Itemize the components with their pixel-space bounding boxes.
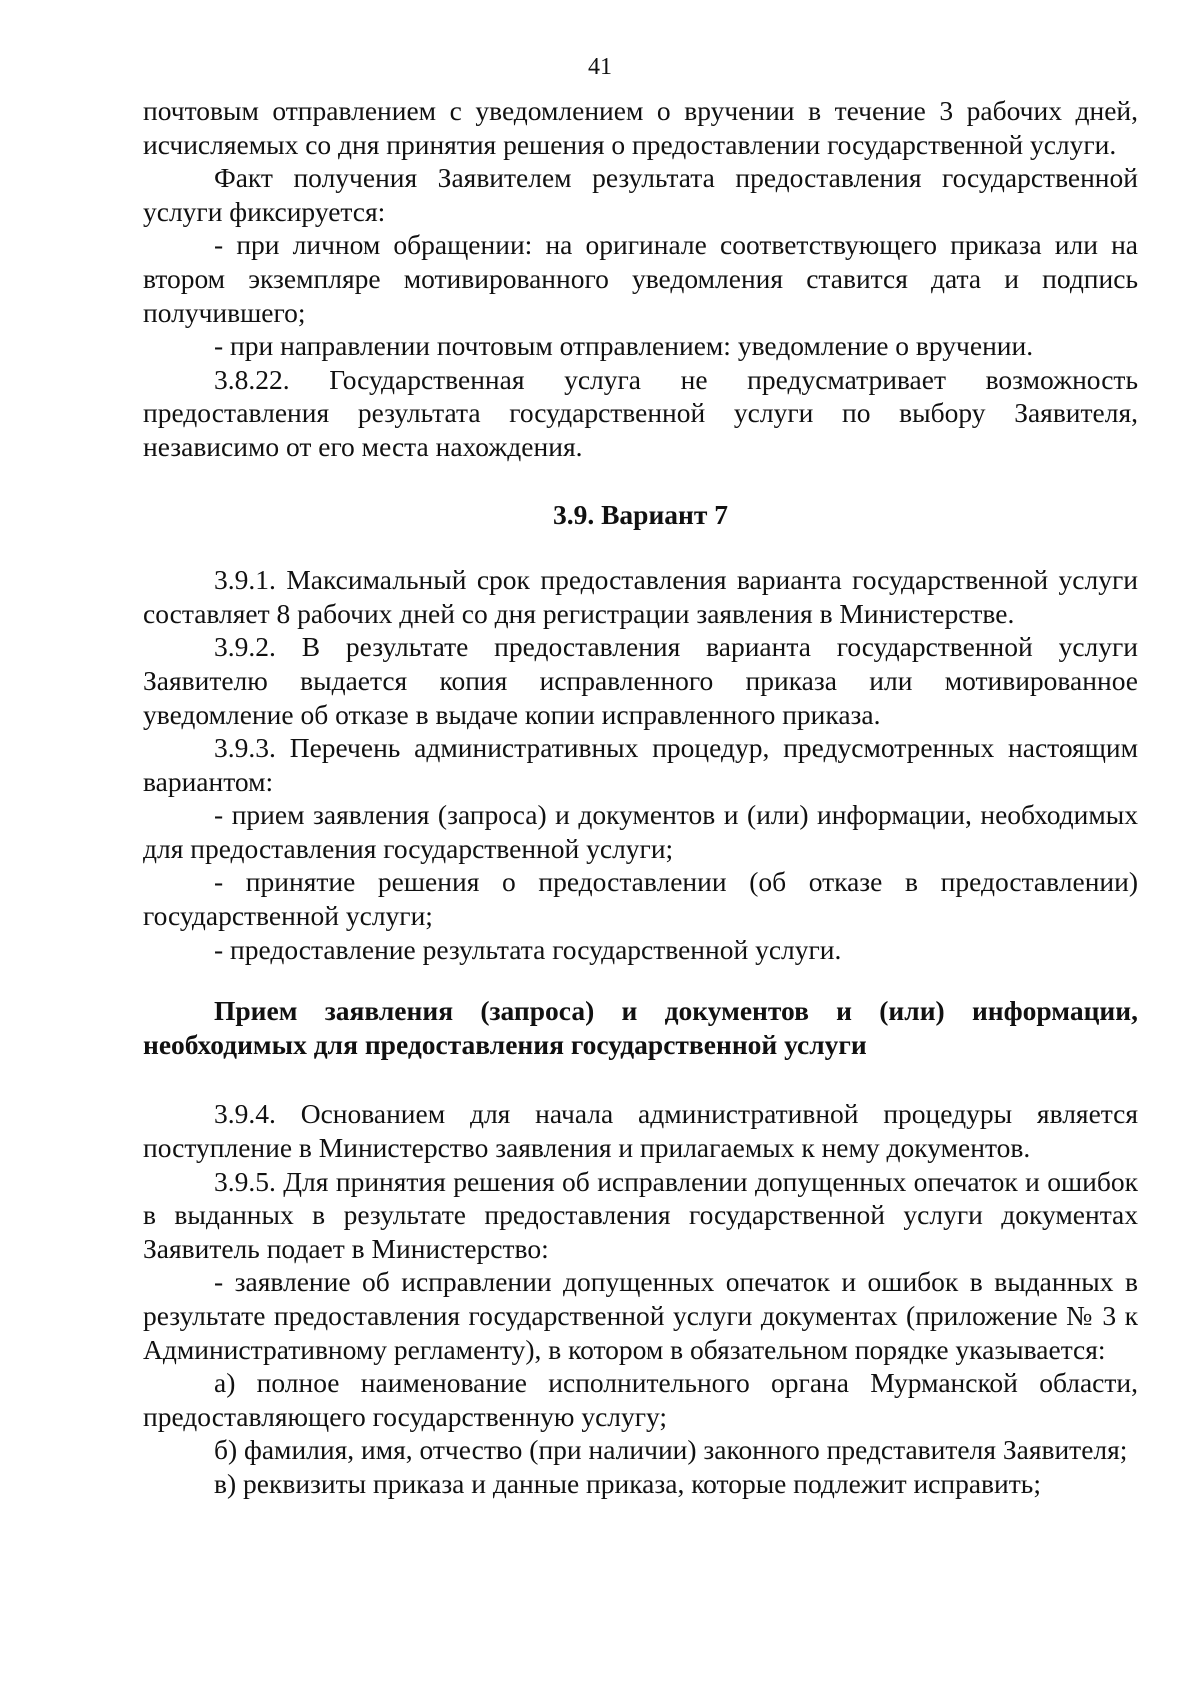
paragraph: 3.9.1. Максимальный срок предоставления варианта государственной услуги составляет 8 рабочих дней со дня регистрации заявления в Министерстве. — [143, 564, 1138, 629]
paragraph: 3.9.4. Основанием для начала административной процедуры является поступление в Министерство заявления и прилагаемых к нему документов. — [143, 1098, 1138, 1164]
paragraph: 3.8.22. Государственная услуга не предусматривает возможность предоставления результата государственной услуги по выбору Заявителя, независимо от его места нахождения. — [143, 363, 1138, 462]
list-item: в) реквизиты приказа и данные приказа, которые подлежит исправить; — [214, 1467, 1041, 1499]
paragraph: 3.9.2. В результате предоставления варианта государственной услуги Заявителю выдается копия исправленного приказа или мотивированное уведомление об отказе в выдаче копии исправленного приказа. — [143, 631, 1138, 730]
paragraph: 3.9.3. Перечень административных процедур, предусмотренных настоящим вариантом: — [143, 732, 1138, 797]
list-item: - принятие решения о предоставлении (об отказе в предоставлении) государственной услуги; — [143, 866, 1138, 932]
list-item: - прием заявления (запроса) и документов и (или) информации, необходимых для предоставления государственной услуги; — [143, 799, 1138, 864]
page-number: 41 — [588, 54, 612, 80]
paragraph: Факт получения Заявителем результата предоставления государственной услуги фиксируется: — [143, 162, 1138, 227]
list-item: - при направлении почтовым отправлением: уведомление о вручении. — [214, 330, 1034, 362]
list-item: б) фамилия, имя, отчество (при наличии) законного представителя Заявителя; — [214, 1434, 1128, 1466]
section-title: 3.9. Вариант 7 — [552, 498, 729, 530]
list-item: - при личном обращении: на оригинале соответствующего приказа или на втором экземпляре мотивированного уведомления ставится дата и подпись получившего; — [143, 229, 1138, 328]
paragraph: почтовым отправлением с уведомлением о вручении в течение 3 рабочих дней, исчисляемых со дня принятия решения о предоставлении государственной услуги. — [143, 95, 1138, 160]
list-item: - заявление об исправлении допущенных опечаток и ошибок в выданных в результате предоставления государственной услуги документах (приложение № 3 к Административному регламенту), в котором в обязательном порядке указывается: — [143, 1266, 1138, 1365]
paragraph: 3.9.5. Для принятия решения об исправлении допущенных опечаток и ошибок в выданных в результате предоставления государственной услуги документах Заявитель подает в Министерство: — [143, 1165, 1138, 1264]
document-body — [143, 94, 1138, 1501]
list-item: а) полное наименование исполнительного органа Мурманской области, предоставляющего государственную услугу; — [143, 1367, 1138, 1432]
subsection-heading: Прием заявления (запроса) и документов и (или) информации, необходимых для предоставления государственной услуги — [143, 995, 1138, 1060]
list-item: - предоставление результата государственной услуги. — [214, 933, 842, 965]
